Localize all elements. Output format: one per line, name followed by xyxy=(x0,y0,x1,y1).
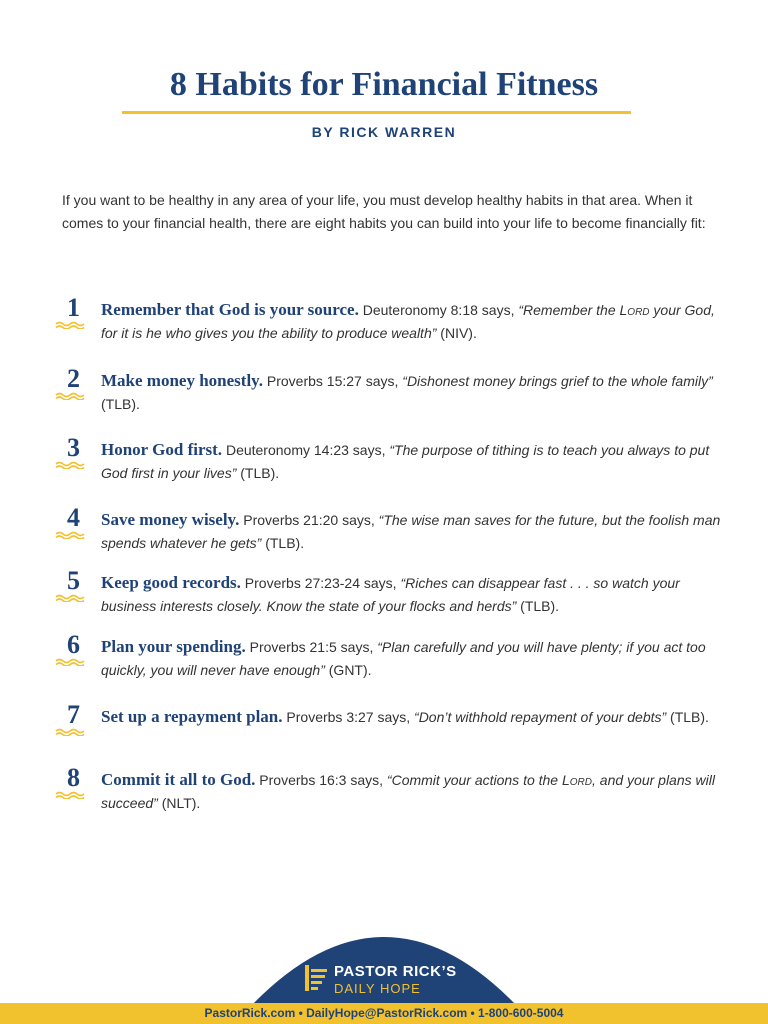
sunrise-logo-icon xyxy=(305,965,329,991)
habit-number: 3 xyxy=(67,433,80,462)
squiggle-icon xyxy=(55,791,85,799)
habit-item-6 xyxy=(50,632,730,682)
habit-item-1 xyxy=(50,295,730,345)
habit-text xyxy=(101,295,730,345)
habit-quote: “Remember the Lord your God, for it is he who gives you the ability to produce wealth” xyxy=(101,302,715,341)
habit-text xyxy=(101,435,730,485)
habit-text xyxy=(101,702,730,729)
habit-quote: “Don’t withhold repayment of your debts” xyxy=(414,709,667,725)
habit-title: Save money wisely. xyxy=(101,510,240,529)
habit-text xyxy=(101,366,730,416)
habit-number: 2 xyxy=(67,364,80,393)
intro-paragraph: If you want to be healthy in any area of your life, you must develop healthy habits in that area. When it comes to your financial health, there are eight habits you can build into your life to become financially fit: xyxy=(62,192,706,231)
logo-name: PASTOR RICK’S xyxy=(334,963,457,980)
habit-quote: “Dishonest money brings grief to the whole family” xyxy=(402,373,713,389)
habit-title: Plan your spending. xyxy=(101,637,246,656)
habit-text xyxy=(101,568,730,618)
squiggle-icon xyxy=(55,531,85,539)
habit-title: Remember that God is your source. xyxy=(101,300,359,319)
habit-version: (TLB). xyxy=(101,396,140,412)
habit-title: Commit it all to God. xyxy=(101,770,256,789)
habit-title: Honor God first. xyxy=(101,440,223,459)
habit-item-8 xyxy=(50,765,730,815)
squiggle-icon xyxy=(55,728,85,736)
habit-version: (GNT). xyxy=(324,662,372,678)
habit-quote: “Riches can disappear fast . . . so watch your business interests closely. Know the state of your flocks and herds” xyxy=(101,575,680,614)
page-title: 8 Habits for Financial Fitness xyxy=(169,66,599,103)
habit-item-3 xyxy=(50,435,730,485)
habit-title: Keep good records. xyxy=(101,573,241,592)
habit-quote: “The wise man saves for the future, but the foolish man spends whatever he gets” xyxy=(101,512,721,551)
habit-title: Make money honestly. xyxy=(101,371,263,390)
habit-quote: “Commit your actions to the Lord, and your plans will succeed” xyxy=(101,772,715,811)
habit-text xyxy=(101,765,730,815)
habit-quote: “The purpose of tithing is to teach you always to put God first in your lives” xyxy=(101,442,710,481)
author-byline: BY RICK WARREN xyxy=(311,124,457,140)
logo-tagline: DAILY HOPE xyxy=(334,981,421,996)
habit-item-2 xyxy=(50,366,730,416)
habit-version: (TLB). xyxy=(261,535,305,551)
habit-number: 7 xyxy=(67,700,80,729)
habit-version: (TLB). xyxy=(516,598,560,614)
footer-contact: PastorRick.com • DailyHope@PastorRick.com • 1-800-600-5004 xyxy=(204,1006,564,1020)
habit-reference: Proverbs 27:23-24 says, xyxy=(240,575,401,591)
habit-item-4 xyxy=(50,505,730,555)
squiggle-icon xyxy=(55,321,85,329)
habit-reference: Proverbs 3:27 says, xyxy=(282,709,415,725)
squiggle-icon xyxy=(55,594,85,602)
habit-reference: Deuteronomy 14:23 says, xyxy=(222,442,390,458)
squiggle-icon xyxy=(55,461,85,469)
squiggle-icon xyxy=(55,392,85,400)
habit-number: 5 xyxy=(67,566,80,595)
habit-number: 1 xyxy=(67,293,80,322)
habit-reference: Proverbs 21:20 says, xyxy=(239,512,379,528)
habit-text xyxy=(101,505,730,555)
habit-version: (TLB). xyxy=(236,465,280,481)
habit-item-7 xyxy=(50,702,730,729)
habit-number: 4 xyxy=(67,503,80,532)
habit-item-5 xyxy=(50,568,730,618)
habit-version: (NLT). xyxy=(157,795,201,811)
habit-reference: Deuteronomy 8:18 says, xyxy=(358,302,519,318)
habit-text xyxy=(101,632,730,682)
habit-number: 8 xyxy=(67,763,80,792)
habit-reference: Proverbs 15:27 says, xyxy=(262,373,403,389)
habit-reference: Proverbs 16:3 says, xyxy=(255,772,387,788)
habit-version: (NIV). xyxy=(436,325,477,341)
squiggle-icon xyxy=(55,658,85,666)
habit-version: (TLB). xyxy=(666,709,709,725)
habit-quote: “Plan carefully and you will have plenty; if you act too quickly, you will never have enough” xyxy=(101,639,706,678)
habit-reference: Proverbs 21:5 says, xyxy=(245,639,378,655)
habit-number: 6 xyxy=(67,630,80,659)
title-underline xyxy=(122,111,631,114)
habit-title: Set up a repayment plan. xyxy=(101,707,283,726)
